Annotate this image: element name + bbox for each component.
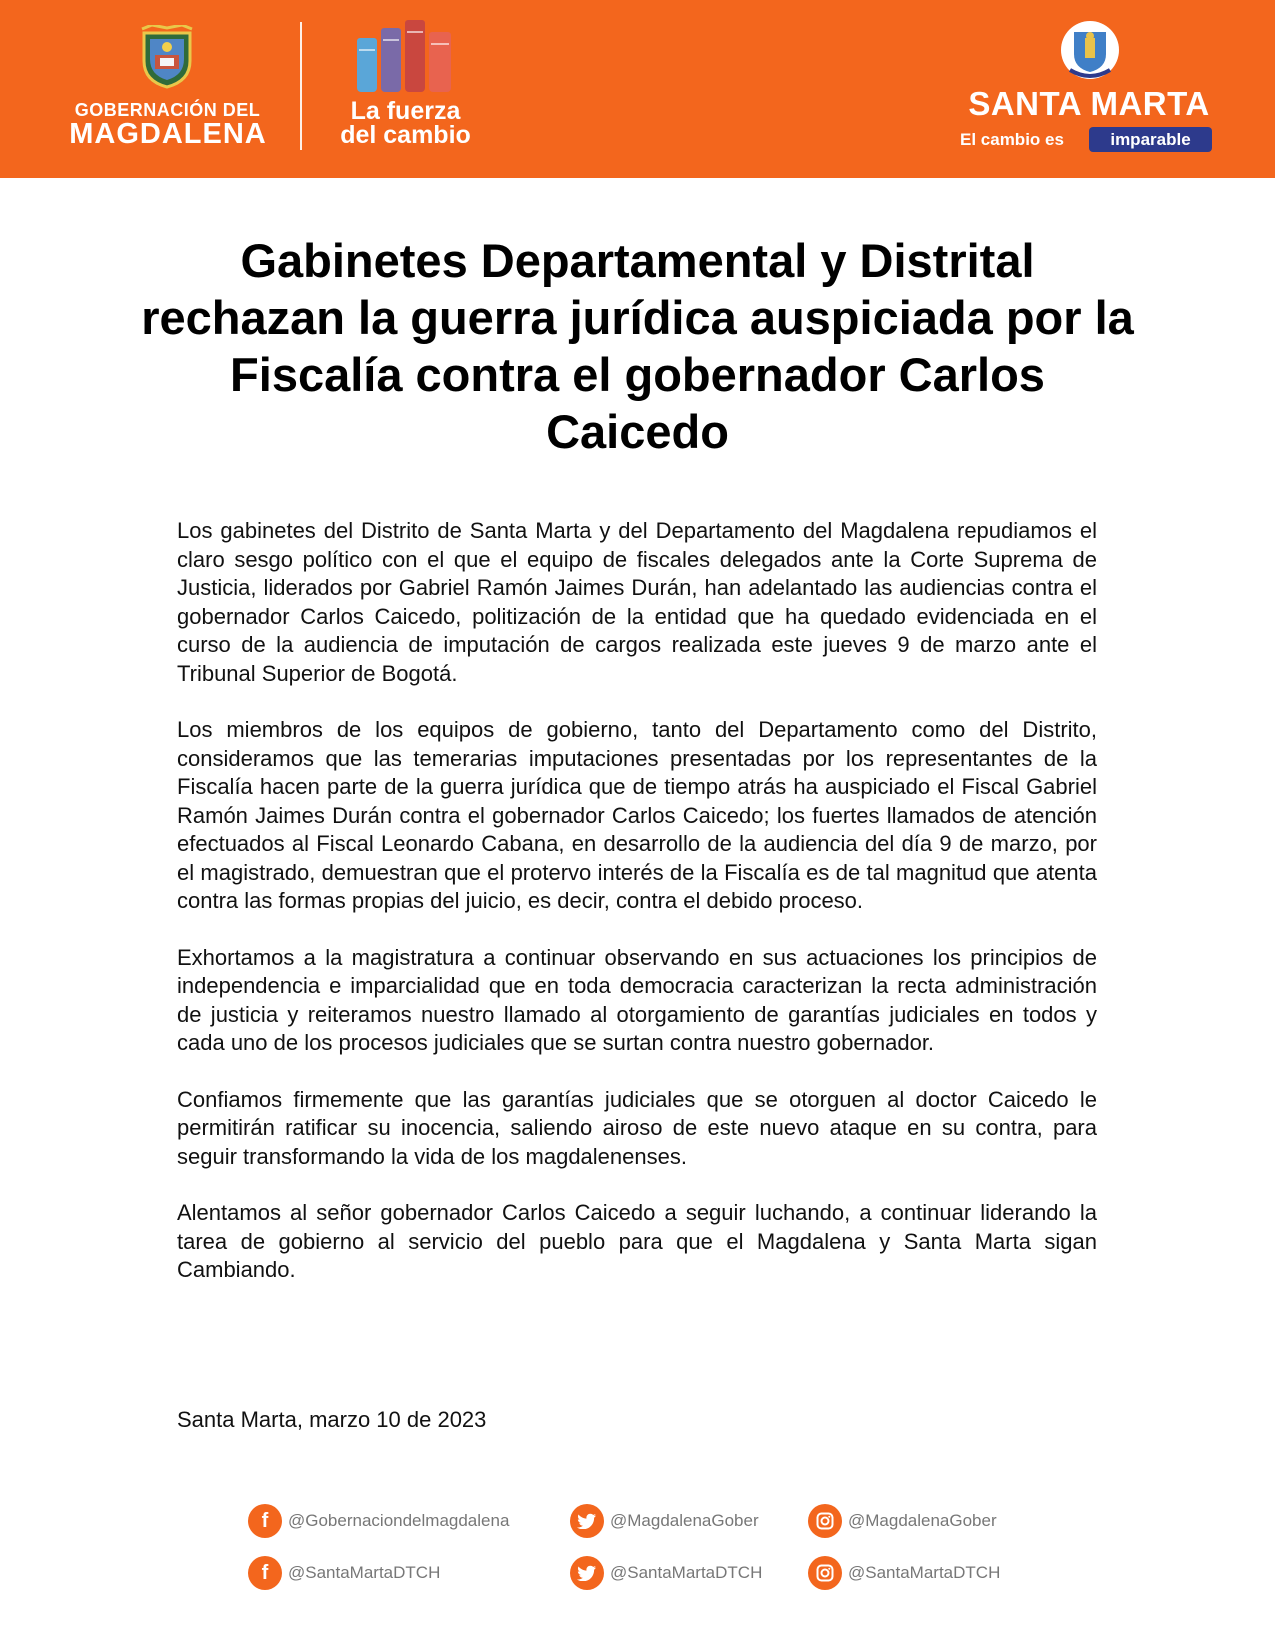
instagram-icon [808,1504,842,1538]
paragraph: Exhortamos a la magistratura a continuar observando en sus actuaciones los principios de independencia e imparcialidad que en toda democracia caracterizan la recta administración de justicia y reiteramos nuestro llamado al otorgamiento de garantías judiciales en todos y cada uno de los procesos judiciales que se surtan contra nuestro gobernador. [177,944,1097,1055]
paragraph: Confiamos firmemente que las garantías judiciales que se otorguen al doctor Caicedo le permitirán ratificar su inocencia, saliendo airoso de este nuevo ataque en su contra, para seguir transformando la vida de los magdalenenses. [177,1086,1097,1169]
slogan-line-1: La fuerza [350,97,461,125]
social-handle: @Gobernaciondelmagdalena [288,1511,510,1530]
tagline-highlight: imparable [1089,127,1212,152]
magdalena-crest-logo [138,25,196,89]
facebook-icon: f [248,1556,282,1590]
social-handle: @SantaMartaDTCH [848,1563,1001,1582]
slogan-line-2: del cambio [340,121,471,149]
document-body [177,517,1097,1313]
facebook-icon: f [248,1504,282,1538]
social-instagram-gobernacion[interactable] [808,1503,997,1539]
social-handle: @MagdalenaGober [848,1511,997,1530]
social-handle: @MagdalenaGober [610,1511,759,1530]
gobernacion-label: GOBERNACIÓN DEL [74,100,261,120]
santa-marta-title: SANTA MARTA [968,85,1210,122]
paragraph: Alentamos al señor gobernador Carlos Caicedo a seguir luchando, a continuar liderando la tarea de gobierno al servicio del pueblo para que el Magdalena y Santa Marta sigan Cambiando. [177,1200,1097,1282]
document-title: Gabinetes Departamental y Distrital rechazan la guerra jurídica auspiciada por la Fiscalía contra el gobernador Carlos Caicedo [141,234,1134,458]
tagline-prefix: El cambio es [960,130,1064,149]
header-divider [300,22,302,150]
social-twitter-santamarta[interactable] [570,1555,762,1591]
social-facebook-gobernacion[interactable] [248,1503,509,1539]
raised-fists-icon [355,20,455,95]
document-date: Santa Marta, marzo 10 de 2023 [177,1407,487,1432]
magdalena-label: MAGDALENA [69,118,267,150]
paragraph: Los gabinetes del Distrito de Santa Marta y del Departamento del Magdalena repudiamos el claro sesgo político con el que el equipo de fiscales delegados ante la Corte Suprema de Justicia, liderados por Gabriel Ramón Jaimes Durán, han adelantado las audiencias contra el gobernador Carlos Caicedo, politización de la entidad que ha quedado evidenciada en el curso de la audiencia de imputación de cargos realizada este jueves 9 de marzo ante el Tribunal Superior de Bogotá. [177,518,1097,686]
paragraph: Los miembros de los equipos de gobierno, tanto del Departamento como del Distrito, consideramos que las temerarias imputaciones presentadas por los representantes de la Fiscalía hacen parte de la guerra jurídica que de tiempo atrás ha auspiciado el Fiscal Gabriel Ramón Jaimes Durán contra el gobernador Carlos Caicedo; los fuertes llamados de atención efectuados al Fiscal Leonardo Cabana, en desarrollo de la audiencia del día 9 de marzo, por el magistrado, demuestran que el protervo interés de la Fiscalía es de tal magnitud que atenta contra las formas propias del juicio, es decir, contra el debido proceso. [177,717,1097,913]
social-instagram-santamarta[interactable] [808,1555,1000,1591]
instagram-icon [808,1556,842,1590]
twitter-icon [570,1556,604,1590]
social-handle: @SantaMartaDTCH [610,1563,763,1582]
social-twitter-gobernacion[interactable] [570,1503,759,1539]
twitter-icon [570,1504,604,1538]
santa-marta-tagline [960,127,1220,153]
social-facebook-santamarta[interactable] [248,1555,440,1591]
santa-marta-emblem-logo [1058,20,1122,84]
social-handle: @SantaMartaDTCH [288,1563,441,1582]
header-banner [0,0,1275,178]
